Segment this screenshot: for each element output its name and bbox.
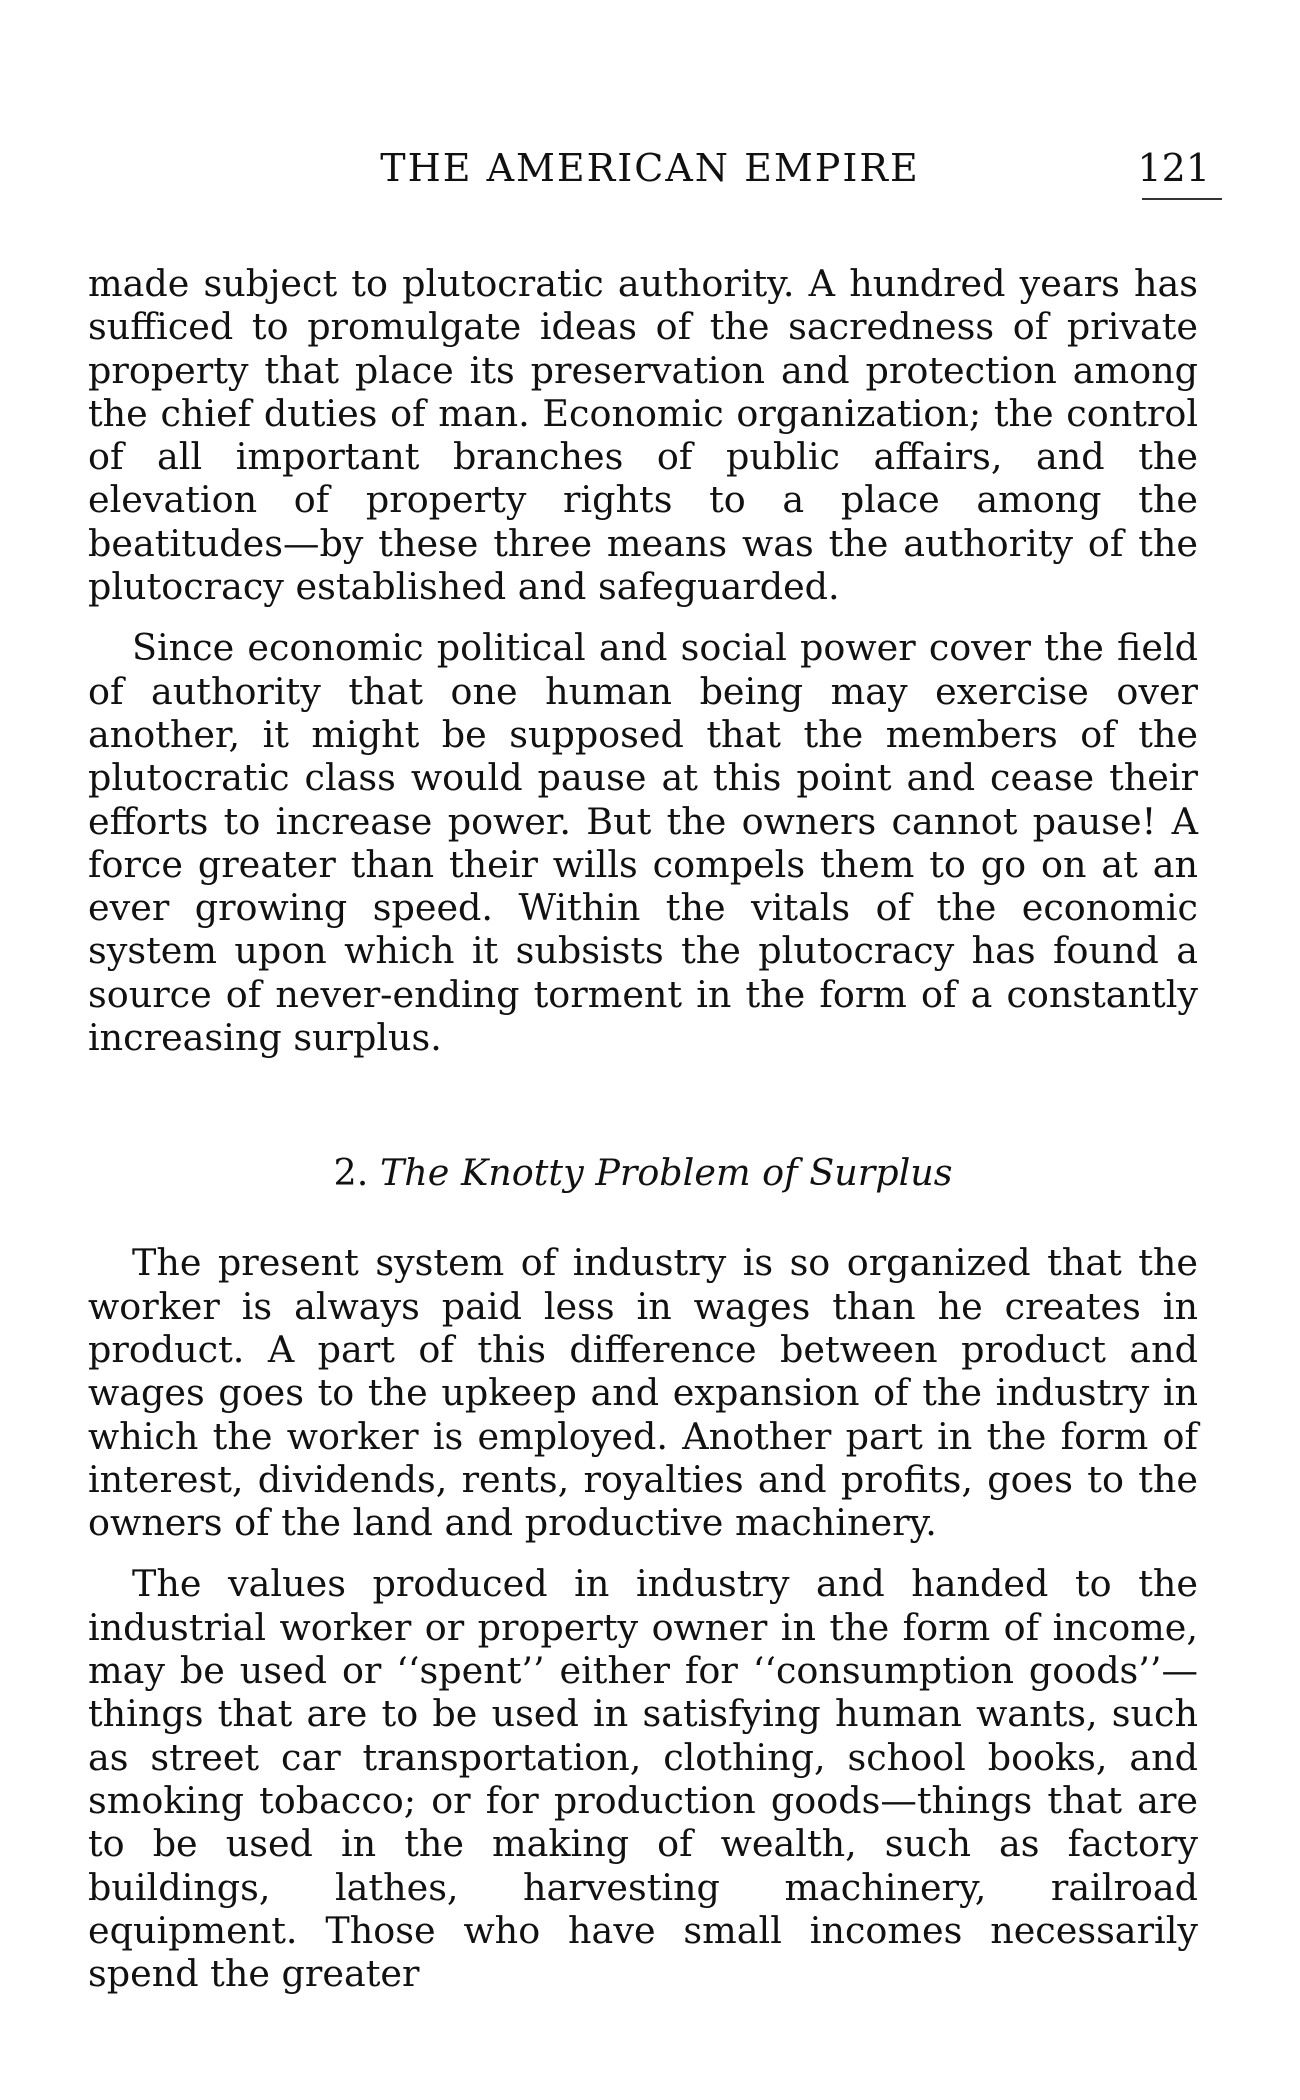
section-heading <box>88 1151 1198 1195</box>
paragraph: Since economic political and social power cover the field of authority that one human being may exercise over another, it might be supposed that the members of the plutocratic class would pause at this point and cease their efforts to increase power. But the owners cannot pause! A force greater than their wills compels them to go on at an ever growing speed. Within the vitals of the economic system upon which it subsists the plutocracy has found a source of never-ending torment in the form of a constantly increasing surplus. <box>88 626 1198 1060</box>
running-title: THE AMERICAN EMPIRE <box>380 146 920 190</box>
section-number: 2. <box>333 1151 369 1195</box>
running-head <box>90 138 1210 198</box>
page-number-rule <box>1142 198 1222 200</box>
paragraph: The present system of industry is so organized that the worker is always paid less in wages than he creates in product. A part of this difference between product and wages goes to the upkeep and expansion of the industry in which the worker is employed. Another part in the form of interest, dividends, rents, royalties and profits, goes to the owners of the land and productive machinery. <box>88 1241 1198 1545</box>
paragraph: The values produced in industry and handed to the industrial worker or property owner in the form of income, may be used or ‘‘spent’’ either for ‘‘consumption goods’’—things that are to be used in satisfying human wants, such as street car transportation, clothing, school books, and smoking tobacco; or for production goods—things that are to be used in the making of wealth, such as factory buildings, lathes, harvesting machinery, railroad equipment. Those who have small incomes necessarily spend the greater <box>88 1562 1198 1996</box>
section-title: The Knotty Problem of Surplus <box>379 1151 953 1195</box>
page-number: 121 <box>1137 146 1210 190</box>
body-text <box>88 262 1198 2013</box>
paragraph: made subject to plutocratic authority. A hundred years has sufficed to promulgate ideas of the sacredness of private property that place its preservation and protection among the chief duties of man. Economic organization; the control of all important branches of public affairs, and the elevation of property rights to a place among the beatitudes—by these three means was the authority of the plutocracy established and safeguarded. <box>88 262 1198 609</box>
